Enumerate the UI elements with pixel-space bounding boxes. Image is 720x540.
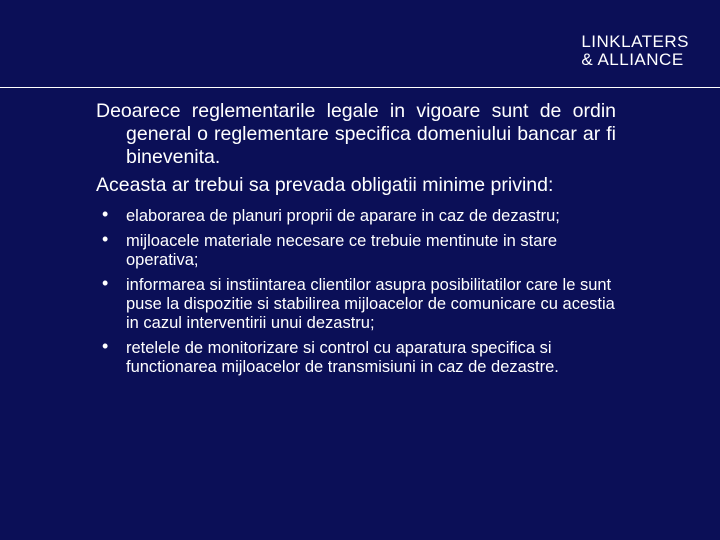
list-item bbox=[96, 229, 616, 270]
intro-paragraph: Deoarece reglementarile legale in vigoare sunt de ordin general o reglementare specifica domeniului bancar ar fi binevenita. bbox=[96, 100, 616, 168]
list-item bbox=[96, 336, 616, 377]
logo-line-1: LINKLATERS bbox=[581, 32, 689, 51]
list-item bbox=[96, 273, 616, 333]
list-item-text: informarea si instiintarea clientilor asupra posibilitatilor care le sunt puse la dispozitie si stabilirea mijloacelor de comunicare cu acestia in cazul interventirii unui dezastru; bbox=[126, 276, 615, 332]
bullet-icon: • bbox=[102, 229, 109, 249]
list-item-text: mijloacele materiale necesare ce trebuie mentinute in stare operativa; bbox=[126, 232, 558, 269]
list-item-text: elaborarea de planuri proprii de aparare in caz de dezastru; bbox=[126, 207, 560, 225]
list-item bbox=[96, 204, 616, 226]
logo-line-2: & ALLIANCE bbox=[581, 50, 684, 69]
company-logo bbox=[581, 33, 689, 69]
obligations-list bbox=[96, 204, 616, 377]
header-divider bbox=[0, 87, 720, 88]
obligations-paragraph: Aceasta ar trebui sa prevada obligatii minime privind: bbox=[96, 174, 554, 196]
bullet-icon: • bbox=[102, 273, 109, 293]
slide-body bbox=[96, 100, 616, 383]
bullet-icon: • bbox=[102, 204, 109, 224]
bullet-icon: • bbox=[102, 336, 109, 356]
list-item-text: retelele de monitorizare si control cu aparatura specifica si functionarea mijloacelor de transmisiuni in caz de dezastre. bbox=[126, 339, 559, 376]
